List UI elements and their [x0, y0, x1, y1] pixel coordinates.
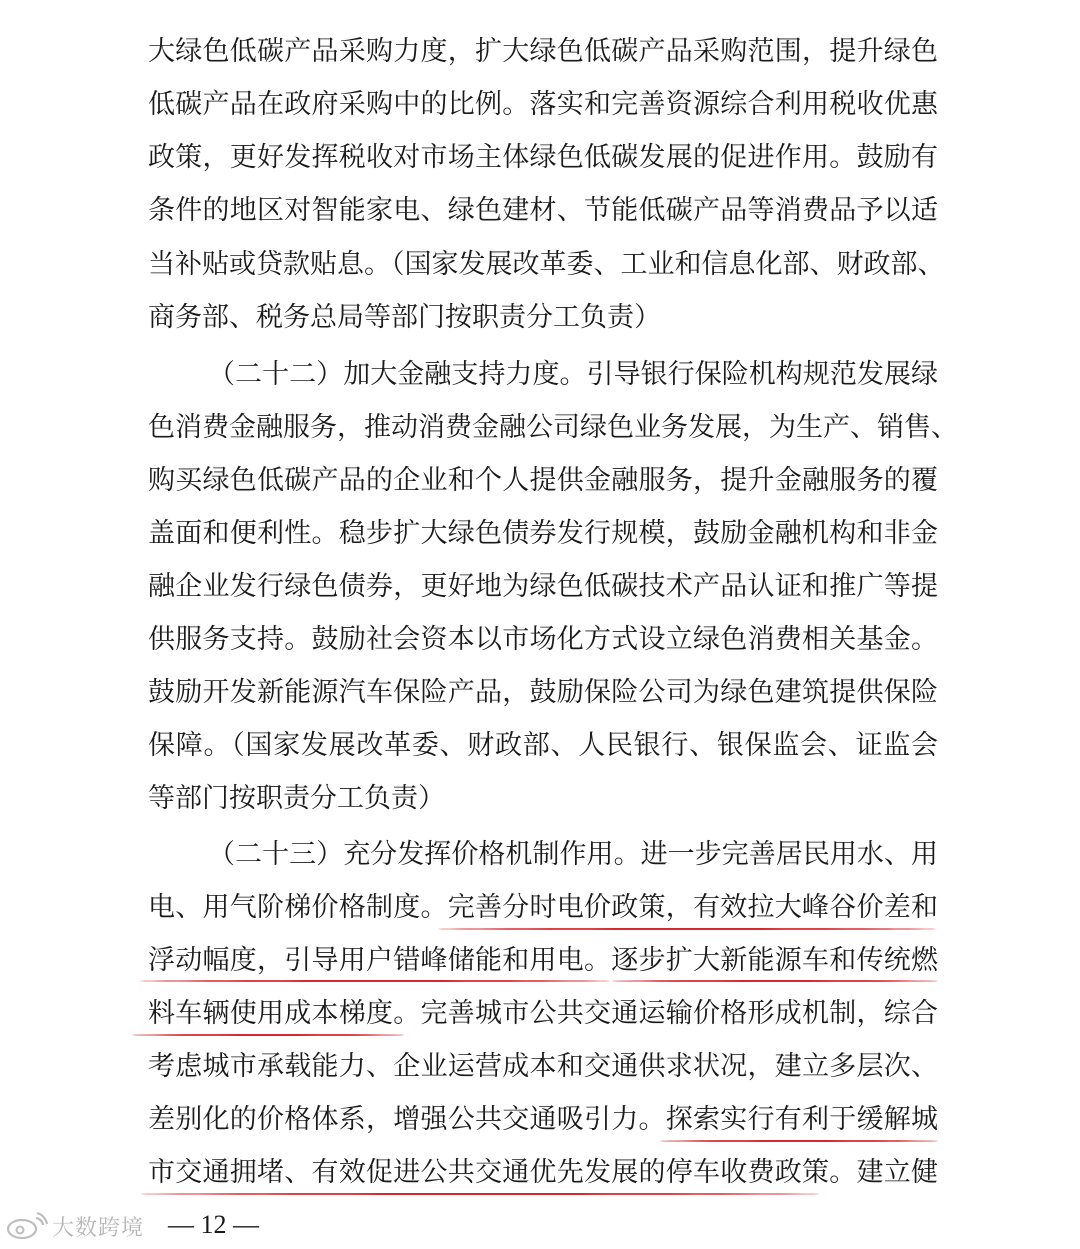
highlight-underline-4 [132, 1034, 404, 1036]
text-line-22: 市交通拥堵、有效促进公共交通优先发展的停车收费政策。建立健 [148, 1157, 938, 1188]
text-line-20: 考虑城市承载能力、企业运营成本和交通供求状况，建立多层次、 [148, 1051, 938, 1082]
highlight-underline-5 [660, 1140, 938, 1142]
page-footer [0, 1200, 1080, 1249]
text-line-9: 购买绿色低碳产品的企业和个人提供金融服务，提升金融服务的覆 [148, 465, 938, 496]
text-line-12: 供服务支持。鼓励社会资本以市场化方式设立绿色消费相关基金。 [148, 624, 938, 655]
highlight-underline-3 [612, 980, 938, 982]
text-line-3: 政策，更好发挥税收对市场主体绿色低碳发展的促进作用。鼓励有 [148, 142, 938, 173]
text-line-13: 鼓励开发新能源汽车保险产品，鼓励保险公司为绿色建筑提供保险 [148, 677, 938, 708]
text-line-2: 低碳产品在政府采购中的比例。落实和完善资源综合利用税收优惠 [148, 89, 938, 120]
highlight-underline-1 [438, 928, 936, 930]
weibo-logo-icon [6, 1212, 48, 1240]
watermark [6, 1210, 144, 1242]
highlight-underline-6 [140, 1193, 820, 1195]
text-line-5: 当补贴或贷款贴息。（国家发展改革委、工业和信息化部、财政部、 [148, 249, 945, 280]
text-line-1: 大绿色低碳产品采购力度，扩大绿色低碳产品采购范围，提升绿色 [148, 36, 938, 67]
text-line-10: 盖面和便利性。稳步扩大绿色债券发行规模，鼓励金融机构和非金 [148, 518, 938, 549]
text-line-16: （二十三）充分发挥价格机制作用。进一步完善居民用水、用 [208, 839, 938, 870]
text-line-18: 浮动幅度，引导用户错峰储能和用电。逐步扩大新能源车和传统燃 [148, 945, 938, 976]
text-line-15: 等部门按职责分工负责） [148, 783, 445, 814]
text-line-8: 色消费金融服务，推动消费金融公司绿色业务发展，为生产、销售、 [148, 412, 958, 443]
text-line-17: 电、用气阶梯价格制度。完善分时电价政策，有效拉大峰谷价差和 [148, 892, 938, 923]
watermark-text: 大数跨境 [52, 1215, 145, 1241]
text-line-21: 差别化的价格体系，增强公共交通吸引力。探索实行有利于缓解城 [148, 1104, 938, 1135]
text-line-11: 融企业发行绿色债券，更好地为绿色低碳技术产品认证和推广等提 [148, 571, 938, 602]
text-line-7: （二十二）加大金融支持力度。引导银行保险机构规范发展绿 [208, 359, 938, 390]
page-number: — 12 — [168, 1210, 259, 1239]
text-line-14: 保障。（国家发展改革委、财政部、人民银行、银保监会、证监会 [148, 730, 938, 761]
text-line-19: 料车辆使用成本梯度。完善城市公共交通运输价格形成机制，综合 [148, 998, 938, 1029]
text-line-4: 条件的地区对智能家电、绿色建材、节能低碳产品等消费品予以适 [148, 195, 938, 226]
text-line-6: 商务部、税务总局等部门按职责分工负责） [148, 302, 661, 333]
highlight-underline-2 [140, 980, 610, 982]
